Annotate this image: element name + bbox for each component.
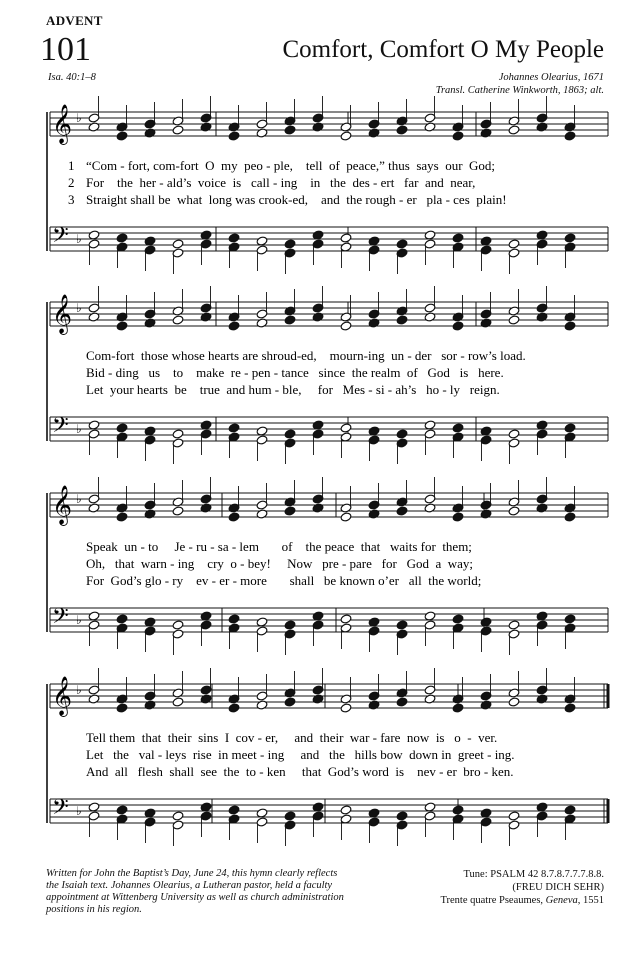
notehead	[480, 509, 492, 519]
bass-clef: 𝄢	[52, 413, 69, 443]
tune-info	[440, 868, 604, 907]
notehead	[508, 811, 520, 821]
notehead	[172, 429, 184, 439]
notehead	[284, 506, 296, 516]
hymn-number: 101	[40, 31, 91, 68]
notehead	[396, 125, 408, 135]
notehead	[172, 811, 184, 821]
notehead	[480, 318, 492, 328]
notehead	[508, 125, 520, 135]
lyric-line: Straight shall be what long was crook-ed, and the rough - er pla - ces plain!	[86, 192, 507, 207]
notehead	[480, 700, 492, 710]
notehead	[228, 805, 240, 815]
author-name: Johannes Olearius, 1671	[498, 72, 604, 83]
lyric-line: For God’s glo - ry ev - er - more shall be known o’er all the world;	[86, 573, 482, 588]
flat-key-signature: ♭	[76, 232, 82, 246]
flat-key-signature: ♭	[76, 613, 82, 627]
notehead	[508, 620, 520, 630]
notehead	[368, 318, 380, 328]
notehead	[172, 620, 184, 630]
notehead	[88, 122, 100, 132]
notehead	[312, 694, 324, 704]
verse-number: 3	[68, 192, 75, 207]
notehead	[368, 509, 380, 519]
notehead	[564, 512, 576, 522]
lyric-line: Oh, that warn - ing cry o - bey! Now pre - pare for God a way;	[86, 556, 473, 571]
notehead	[200, 503, 212, 513]
lyric-line: “Com - fort, com-fort O my peo - ple, tell of peace,” thus says our God;	[86, 158, 496, 173]
notehead	[536, 503, 548, 513]
notehead	[144, 318, 156, 328]
tune-source	[440, 894, 604, 907]
notehead	[340, 805, 352, 815]
notehead	[144, 509, 156, 519]
notehead	[116, 423, 128, 433]
notehead	[228, 233, 240, 243]
notehead	[480, 128, 492, 138]
verse-number: 1	[68, 158, 75, 173]
notehead	[508, 506, 520, 516]
lyric-line: And all flesh shall see the to - ken that God’s word is nev - er bro - ken.	[86, 764, 514, 779]
hymn-title: Comfort, Comfort O My People	[282, 36, 604, 63]
notehead	[564, 321, 576, 331]
notehead	[536, 694, 548, 704]
flat-key-signature: ♭	[76, 492, 82, 506]
notehead	[564, 614, 576, 624]
notehead	[424, 312, 436, 322]
notehead	[312, 503, 324, 513]
notehead	[284, 620, 296, 630]
notehead	[396, 315, 408, 325]
notehead	[368, 128, 380, 138]
scripture-reference: Isa. 40:1–8	[48, 72, 96, 83]
notehead	[396, 620, 408, 630]
notehead	[368, 700, 380, 710]
bass-clef: 𝄢	[52, 223, 69, 253]
notehead	[200, 694, 212, 704]
notehead	[396, 429, 408, 439]
notehead	[564, 703, 576, 713]
notehead	[508, 429, 520, 439]
flat-key-signature: ♭	[76, 804, 82, 818]
flat-key-signature: ♭	[76, 301, 82, 315]
notehead	[564, 131, 576, 141]
lyric-line: Bid - ding us to make re - pen - tance since the realm of God is here.	[86, 365, 504, 380]
notehead	[284, 697, 296, 707]
lyric-line: Tell them that their sins I cov - er, and their war - fare now is o - ver.	[86, 730, 498, 745]
notehead	[284, 429, 296, 439]
notehead	[172, 697, 184, 707]
notehead	[284, 811, 296, 821]
notehead	[284, 315, 296, 325]
notehead	[116, 512, 128, 522]
bass-clef: 𝄢	[52, 795, 69, 825]
notehead	[340, 423, 352, 433]
translator-name: Transl. Catherine Winkworth, 1863; alt.	[435, 85, 604, 96]
treble-clef: 𝄞	[52, 676, 73, 716]
notehead	[508, 697, 520, 707]
notehead	[88, 694, 100, 704]
bass-clef: 𝄢	[52, 604, 69, 634]
notehead	[88, 312, 100, 322]
notehead	[340, 512, 352, 522]
notehead	[340, 703, 352, 713]
notehead	[116, 614, 128, 624]
notehead	[340, 614, 352, 624]
notehead	[312, 122, 324, 132]
lyric-line: Speak un - to Je - ru - sa - lem of the peace that waits for them;	[86, 539, 472, 554]
notehead	[340, 233, 352, 243]
notehead	[396, 697, 408, 707]
treble-clef: 𝄞	[52, 104, 73, 144]
notehead	[452, 233, 464, 243]
notehead	[396, 506, 408, 516]
notehead	[284, 239, 296, 249]
tune-source-city: Geneva	[545, 895, 578, 906]
notehead	[228, 131, 240, 141]
tune-source-title: Trente quatre Pseaumes,	[440, 895, 546, 906]
notehead	[536, 312, 548, 322]
lyric-line: Let the val - leys rise in meet - ing and the hills bow down in greet - ing.	[86, 747, 515, 762]
notehead	[424, 503, 436, 513]
notehead	[564, 233, 576, 243]
notehead	[284, 125, 296, 135]
notehead	[172, 239, 184, 249]
lyric-line: Let your hearts be true and hum - ble, for Mes - si - ah’s ho - ly reign.	[86, 382, 500, 397]
lyric-line: For the her - ald’s voice is call - ing in the des - ert far and near,	[86, 175, 476, 190]
notehead	[452, 423, 464, 433]
flat-key-signature: ♭	[76, 111, 82, 125]
notehead	[172, 125, 184, 135]
notehead	[508, 315, 520, 325]
notehead	[312, 312, 324, 322]
notehead	[116, 703, 128, 713]
notehead	[452, 512, 464, 522]
historical-footnote: Written for John the Baptist’s Day, June 24, this hymn clearly reflects the Isaiah text. Johannes Olearius, a Lutheran pastor, held a faculty appointment at Wittenberg University as well as church administration positions in his region.	[46, 868, 344, 915]
notehead	[116, 321, 128, 331]
notehead	[200, 122, 212, 132]
notehead	[256, 700, 268, 710]
notehead	[172, 506, 184, 516]
notehead	[424, 694, 436, 704]
notehead	[536, 122, 548, 132]
notehead	[228, 512, 240, 522]
staff-lines	[47, 104, 608, 825]
flat-key-signature: ♭	[76, 683, 82, 697]
notehead	[256, 128, 268, 138]
notehead	[228, 423, 240, 433]
notehead	[172, 315, 184, 325]
section-heading: ADVENT	[46, 13, 103, 28]
notehead	[452, 614, 464, 624]
tune-meter: Tune: PSALM 42 8.7.8.7.7.7.8.8.	[463, 869, 604, 880]
notehead	[144, 700, 156, 710]
notehead	[452, 805, 464, 815]
notehead	[88, 503, 100, 513]
notehead	[396, 239, 408, 249]
notehead	[144, 128, 156, 138]
notehead	[424, 122, 436, 132]
treble-clef: 𝄞	[52, 485, 73, 525]
notehead	[200, 312, 212, 322]
notehead	[452, 703, 464, 713]
verse-number: 2	[68, 175, 75, 190]
notehead	[228, 321, 240, 331]
notehead	[452, 131, 464, 141]
notehead	[340, 321, 352, 331]
notehead	[228, 614, 240, 624]
notehead	[116, 131, 128, 141]
treble-clef: 𝄞	[52, 294, 73, 334]
lyric-line: Com-fort those whose hearts are shroud-ed, mourn-ing un - der sor - row’s load.	[86, 348, 526, 363]
notehead	[564, 805, 576, 815]
notehead	[340, 131, 352, 141]
notehead	[228, 703, 240, 713]
tune-source-year: , 1551	[577, 895, 604, 906]
notehead	[256, 509, 268, 519]
notehead	[256, 318, 268, 328]
notehead	[116, 805, 128, 815]
flat-key-signature: ♭	[76, 422, 82, 436]
tune-alt-name: (FREU DICH SEHR)	[512, 882, 604, 893]
notehead	[396, 811, 408, 821]
notehead	[452, 321, 464, 331]
notehead	[508, 239, 520, 249]
notehead	[116, 233, 128, 243]
notehead	[564, 423, 576, 433]
